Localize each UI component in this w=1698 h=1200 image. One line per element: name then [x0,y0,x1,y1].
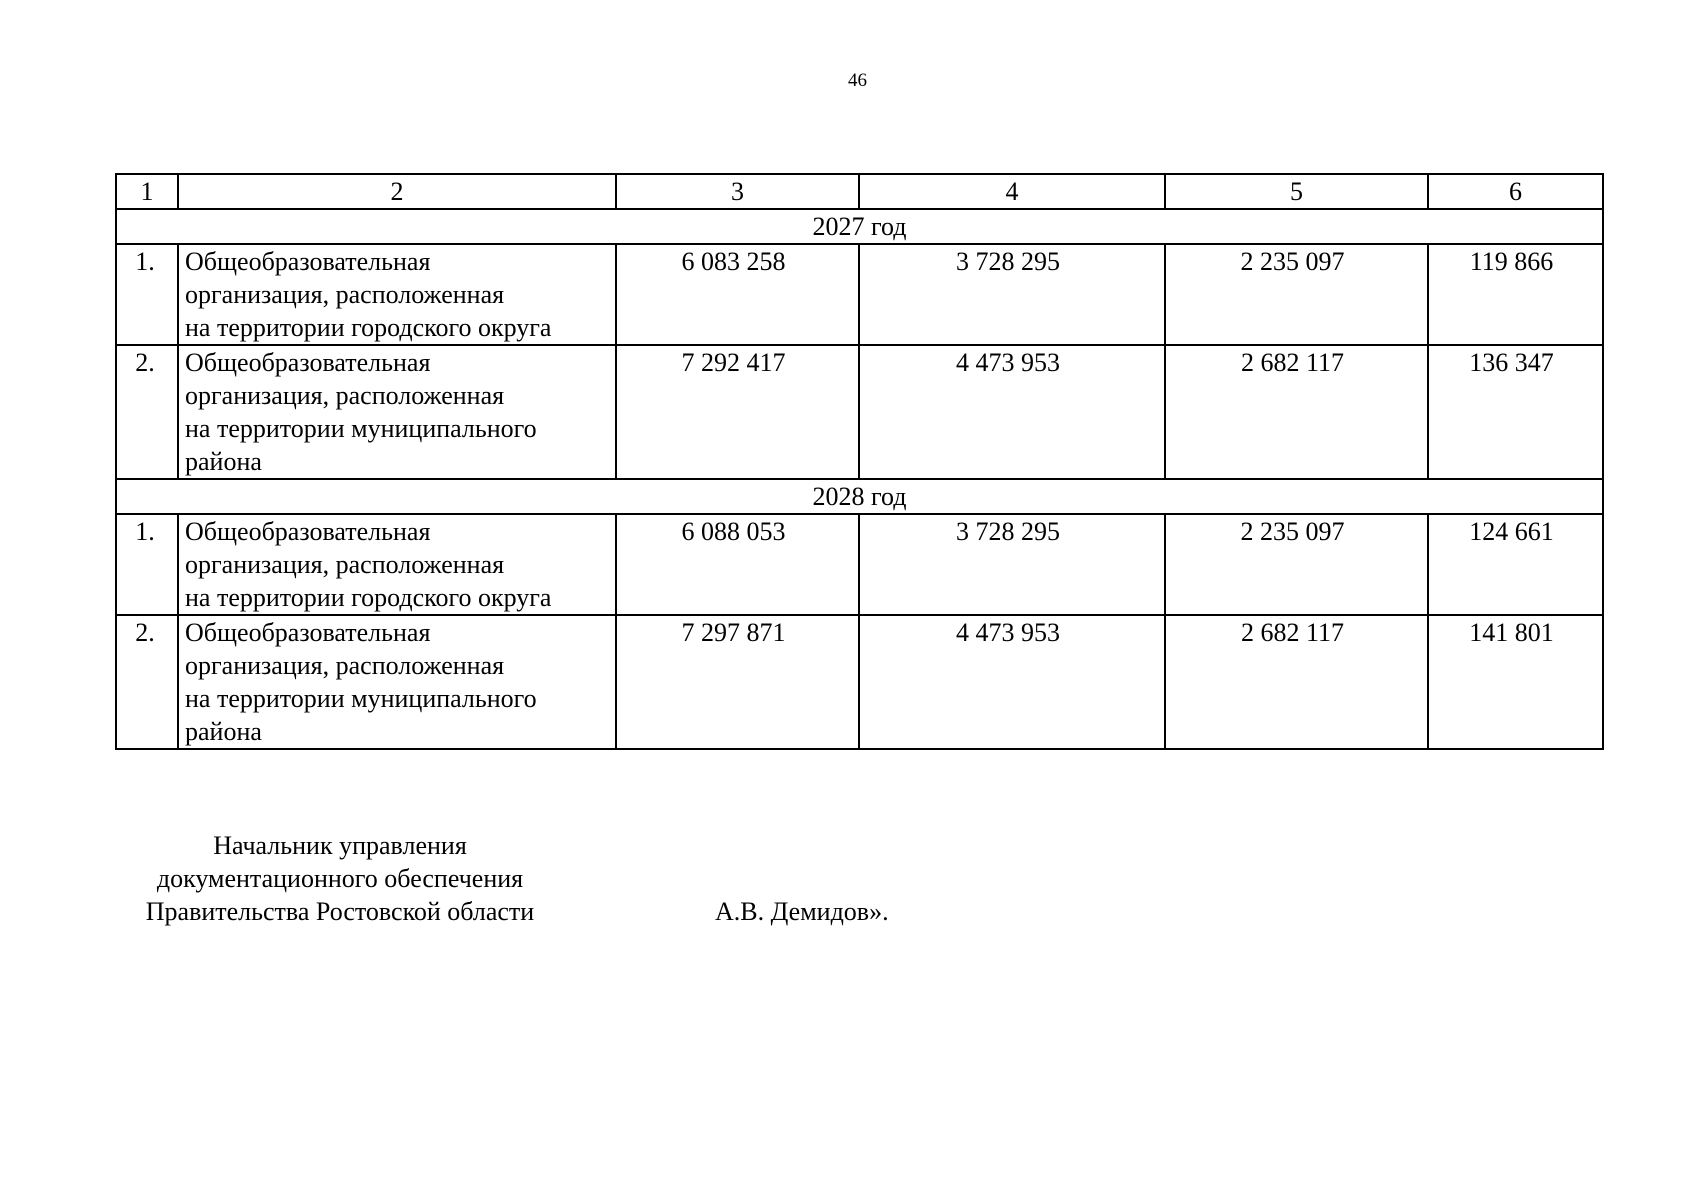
signature-title-line: Правительства Ростовской области [145,897,535,926]
cell-value: 7 297 871 [616,615,859,749]
row-name-line: на территории муниципального [185,684,537,713]
cell-value: 4 473 953 [859,615,1165,749]
column-header: 4 [859,174,1165,209]
row-name-line: Общеобразовательная [185,517,431,546]
row-name [178,345,616,479]
row-name-line: Общеобразовательная [185,348,431,377]
row-name-line: района [185,717,262,746]
row-number: 2. [116,615,178,749]
section-year: 2028 год [116,479,1603,514]
row-name-line: района [185,447,262,476]
row-name-line: на территории городского округа [185,313,552,342]
column-header: 3 [616,174,859,209]
table-header-row [116,174,1603,209]
column-header: 5 [1165,174,1428,209]
signature-title-line: документационного обеспечения [156,864,524,893]
cell-value: 7 292 417 [616,345,859,479]
section-year-row [116,209,1603,244]
row-name-line: на территории муниципального [185,414,537,443]
row-name-line: Общеобразовательная [185,247,431,276]
row-name-line: организация, расположенная [185,381,505,410]
row-number: 1. [116,244,178,345]
cell-value: 2 682 117 [1165,615,1428,749]
row-name-line: организация, расположенная [185,280,505,309]
cell-value: 136 347 [1428,345,1603,479]
signature-title-line: Начальник управления [213,831,467,860]
data-table [115,173,1604,750]
column-header: 6 [1428,174,1603,209]
column-header: 1 [116,174,178,209]
signature-title [120,829,560,928]
section-year: 2027 год [116,209,1603,244]
page-number: 46 [848,70,867,91]
row-name-line: Общеобразовательная [185,618,431,647]
row-number: 1. [116,514,178,615]
cell-value: 124 661 [1428,514,1603,615]
cell-value: 141 801 [1428,615,1603,749]
table-row [116,244,1603,345]
cell-value: 6 088 053 [616,514,859,615]
cell-value: 4 473 953 [859,345,1165,479]
row-name [178,244,616,345]
cell-value: 2 235 097 [1165,244,1428,345]
row-name-line: на территории городского округа [185,583,552,612]
row-name [178,514,616,615]
cell-value: 119 866 [1428,244,1603,345]
table-row [116,514,1603,615]
section-year-row [116,479,1603,514]
row-number: 2. [116,345,178,479]
column-header: 2 [178,174,616,209]
row-name-line: организация, расположенная [185,651,505,680]
cell-value: 3 728 295 [859,244,1165,345]
signer-name: А.В. Демидов». [715,897,889,926]
cell-value: 2 682 117 [1165,345,1428,479]
cell-value: 6 083 258 [616,244,859,345]
table-row [116,345,1603,479]
row-name [178,615,616,749]
cell-value: 3 728 295 [859,514,1165,615]
cell-value: 2 235 097 [1165,514,1428,615]
row-name-line: организация, расположенная [185,550,505,579]
table-row [116,615,1603,749]
